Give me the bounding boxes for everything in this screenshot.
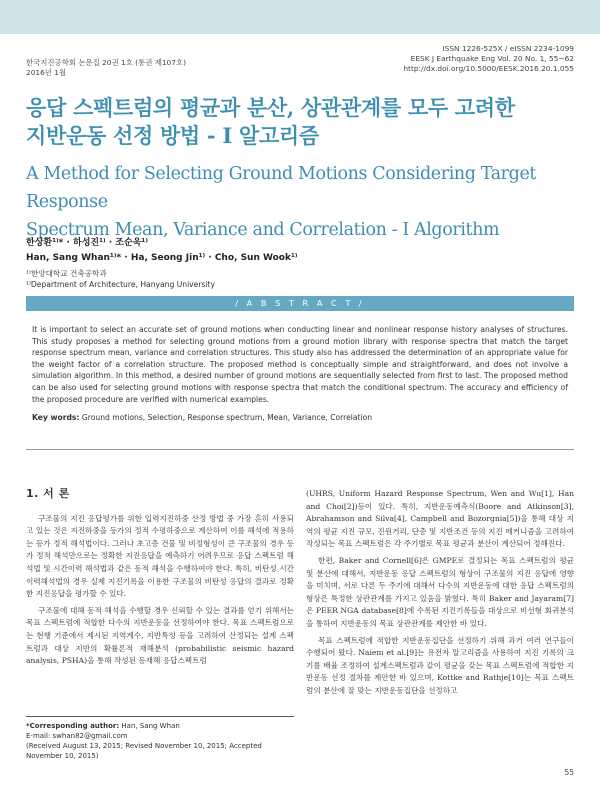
authors-korean: 한상환¹⁾* · 하성진¹⁾ · 조순욱¹⁾ [26, 238, 148, 248]
author-block [26, 236, 566, 290]
affiliation-korean: ¹⁾한양대학교 건축공학과 [26, 269, 107, 278]
received-dates: (Received August 13, 2015; Revised November 10, 2015; Accepted November 10, 2015) [26, 742, 262, 760]
top-color-band [0, 0, 600, 34]
title-english-line-1: A Method for Selecting Ground Motions Considering Target Response [26, 164, 537, 212]
body-column-left [26, 488, 294, 672]
paragraph: 구조물에 대해 동적 해석을 수행할 경우 신뢰할 수 있는 결과를 얻기 위해서는 목표 스펙트럼에 적합한 다수의 지반운동을 선정하여야 한다. 목표 스펙트럼으로는 현행 기준에서 제시된 지역계수, 지반특성 등을 고려하여 산정되는 설계 스펙트럼과 대상 지반의 확률론적 재해분석 (probabilistic seismic hazard analysis, PSHA)을 통해 작성된 등재해 응답스펙트럼 [26, 605, 294, 666]
authors-english: Han, Sang Whan¹⁾* · Ha, Seong Jin¹⁾ · Cho, Sun Wook¹⁾ [26, 253, 298, 263]
title-korean-line-1: 응답 스펙트럼의 평균과 분산, 상관관계를 모두 고려한 [26, 95, 515, 120]
corresponding-author-name: Han, Sang Whan [121, 722, 180, 730]
section-heading-introduction: 1. 서 론 [26, 487, 70, 500]
paragraph: 한편, Baker and Cornell[6]은 GMPE로 결정되는 목표 스펙트럼의 평균 및 분산에 대해서, 지반운동 응답 스펙트럼의 형상이 구조물의 지진 응답에 영향을 미치며, 서로 다른 두 주기에 대해서 다수의 지반운동에 대한 응답 스펙트럼의 형상은 특정한 상관관계를 가지고 있음을 밝혔다. 특히 Baker and Jayaram[7]은 PEER NGA database[8]에 수록된 지진기록들을 대상으로 비선형 회귀분석을 통하여 지반운동의 목표 상관관계를 제안한 바 있다. [306, 555, 574, 628]
corresponding-author-footnote [26, 716, 294, 761]
title-korean-line-2: 지반운동 선정 방법 - I 알고리즘 [26, 123, 319, 148]
corresponding-author [26, 721, 294, 731]
abstract-text: It is important to select an accurate set of ground motions when conducting linear and nonlinear response history analyses of structures. This study proposes a method for selecting ground motions from a ground motion library with response spectra that match the target response spectrum mean, variance and correlation structures. This study also has addressed the determination of an appropriate value for the weight factor of a correlation structure. The proposed method is conceptually simple and straightforward, and does not involve a simulation algorithm. In this method, a desired number of ground motions are sequentially selected from first to last. The proposed method can be also used for selecting ground motions with response spectra that match the conditional spectrum. The accuracy and efficiency of the proposed procedure are verified with numerical examples. [32, 325, 568, 404]
page-number: 55 [564, 768, 574, 777]
abstract-heading-bar: / A B S T R A C T / [26, 296, 574, 311]
journal-volume-en: EESK J Earthquake Eng Vol. 20 No. 1, 55~62 [410, 54, 574, 63]
title-korean [26, 94, 586, 150]
title-english [26, 160, 586, 244]
doi-link[interactable]: http://dx.doi.org/10.5000/EESK.2016.20.1.055 [403, 64, 574, 73]
affiliation-english: ¹⁾Department of Architecture, Hanyang University [26, 280, 216, 289]
page-header [26, 44, 574, 84]
issue-date-ko: 2016년 1월 [26, 68, 67, 77]
paragraph: 목표 스펙트럼에 적합한 지반운동집단을 선정하기 위해 과거 여러 연구들이 수행되어 왔다. Naiem et al.[9]는 유전자 알고리즘을 사용하여 지진 기록의 크기를 배율 조정하여 설계스펙트럼과 같이 평균을 갖는 목표 스펙트럼에 적합한 지반운동 선정 절차를 제안한 바 있으며, Kottke and Rathje[10]는 목표 스펙트럼의 분산에 잘 맞는 지반운동집단을 선정하고 [306, 635, 574, 695]
keywords-text: Ground motions, Selection, Response spectrum, Mean, Variance, Correlation [81, 413, 373, 423]
abstract-section [26, 318, 574, 450]
header-left [26, 58, 186, 78]
affiliations [26, 268, 566, 290]
journal-name-ko: 한국지진공학회 논문집 20권 1호 (통권 제107호) [26, 58, 186, 67]
header-right [403, 44, 574, 74]
corresponding-author-label: *Corresponding author: [26, 722, 120, 730]
issn: ISSN 1226-525X / eISSN 2234-1099 [442, 44, 574, 53]
paragraph: 구조물의 지진 응답평가를 위한 입력지진하중 산정 방법 중 가장 흔히 사용되고 있는 것은 지진하중을 등가의 정적 수평하중으로 계산하여 이를 해석에 적용하는 등가 정적 해석법이다. 그러나 초고층 건물 및 비정형성이 큰 구조물의 경우 등가 정적 해석만으로는 정확한 지진응답을 예측하기 어려우므로 응답 스펙트럼 해석법 및 시간이력 해석법과 같은 동적 해석을 수행하여야 한다. 특히, 비탄성 시간이력해석법의 경우 실제 지진기록을 이용한 구조물의 비탄성 응답의 결과로 정확한 지진응답을 평가할 수 있다. [26, 513, 294, 599]
body-column-right [306, 488, 574, 702]
keywords-label: Key words: [32, 413, 80, 423]
keywords [32, 412, 568, 424]
author-email[interactable]: E-mail: swhan82@gmail.com [26, 732, 128, 740]
paragraph: (UHRS, Uniform Hazard Response Spectrum, Wen and Wu[1], Han and Choi[2])등이 있다. 특히, 지반운동예측식(Boore and Atkinson[3], Abrahamson and Silva[4], Campbell and Bozorgnia[5])을 통해 대상 지역의 평균 지진 규모, 진원거리, 단층 및 지반조건 등의 지진 메커니즘을 고려하여 작성되는 목표 스펙트럼은 각 주기별로 목표 평균과 분산이 계산되어 정해진다. [306, 489, 574, 549]
title-english-line-2: Spectrum Mean, Variance and Correlation - I Algorithm [26, 220, 500, 240]
